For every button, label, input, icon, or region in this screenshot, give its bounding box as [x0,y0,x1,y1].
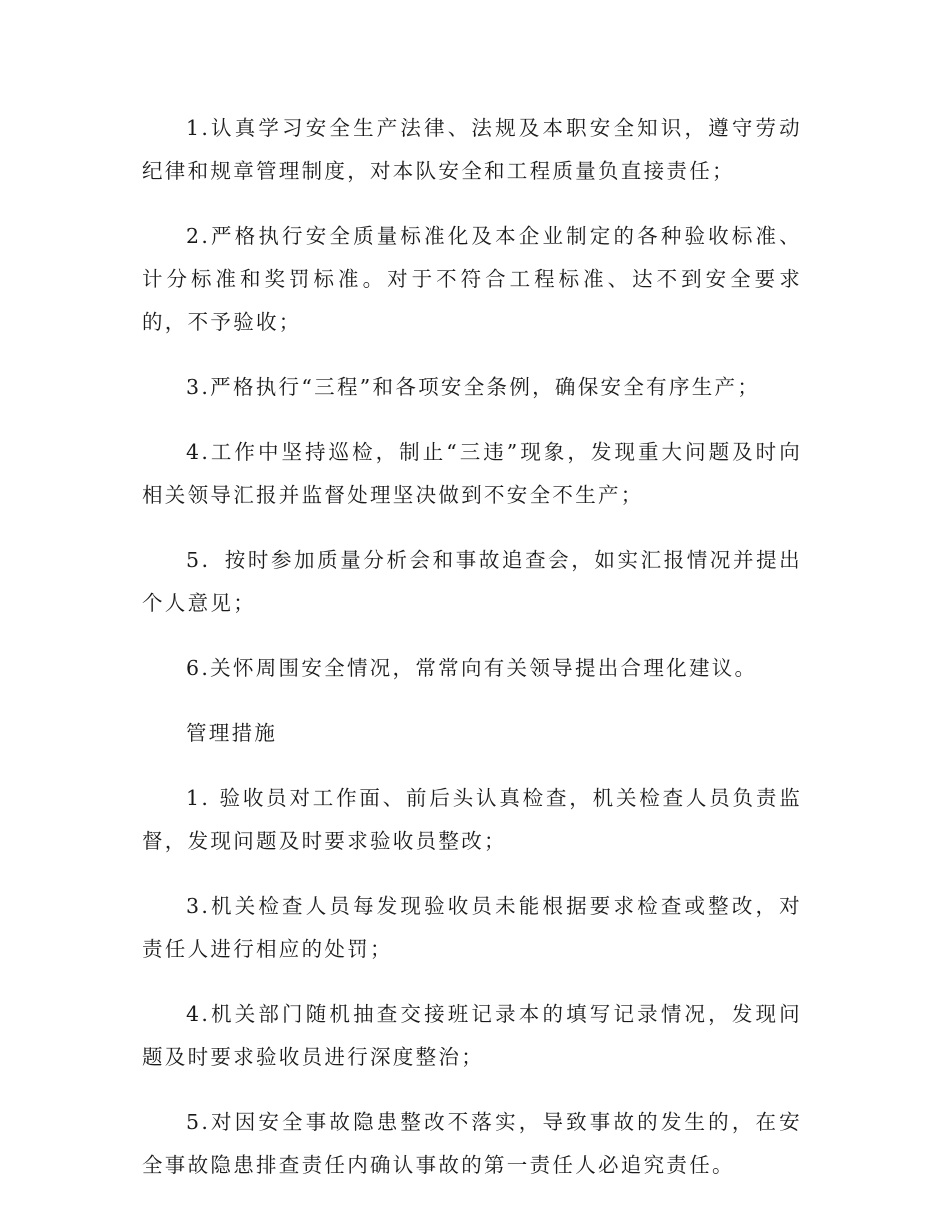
duty-item-6: 6.关怀周围安全情况，常常向有关领导提出合理化建议。 [186,656,758,680]
document-page [142,107,802,1209]
duty-item-2: 2.严格执行安全质量标准化及本企业制定的各种验收标准、计分标准和奖罚标准。对于不符合工程标准、达不到安全要求的，不予验收； [142,224,802,334]
duty-item-1: 1.认真学习安全生产法律、法规及本职安全知识，遵守劳动纪律和规章管理制度，对本队安全和工程质量负直接责任； [142,116,802,183]
duty-item-4: 4.工作中坚持巡检，制止“三违”现象，发现重大问题及时向相关领导汇报并监督处理坚决做到不安全不生产； [142,440,802,507]
measure-item-4: 4.机关部门随机抽查交接班记录本的填写记录情况，发现问题及时要求验收员进行深度整治； [142,1002,802,1069]
duty-item-5: 5．按时参加质量分析会和事故追查会，如实汇报情况并提出个人意见； [142,548,802,615]
measure-item-3: 3.机关检查人员每发现验收员未能根据要求检查或整改，对责任人进行相应的处罚； [142,894,802,961]
section-heading: 管理措施 [186,721,278,745]
measure-item-5: 5.对因安全事故隐患整改不落实，导致事故的发生的，在安全事故隐患排查责任内确认事故的第一责任人必追究责任。 [142,1110,802,1177]
duty-item-3: 3.严格执行“三程”和各项安全条例，确保安全有序生产； [186,375,761,399]
measure-item-1: 1. 验收员对工作面、前后头认真检查，机关检查人员负责监督，发现问题及时要求验收员整改； [142,786,802,853]
